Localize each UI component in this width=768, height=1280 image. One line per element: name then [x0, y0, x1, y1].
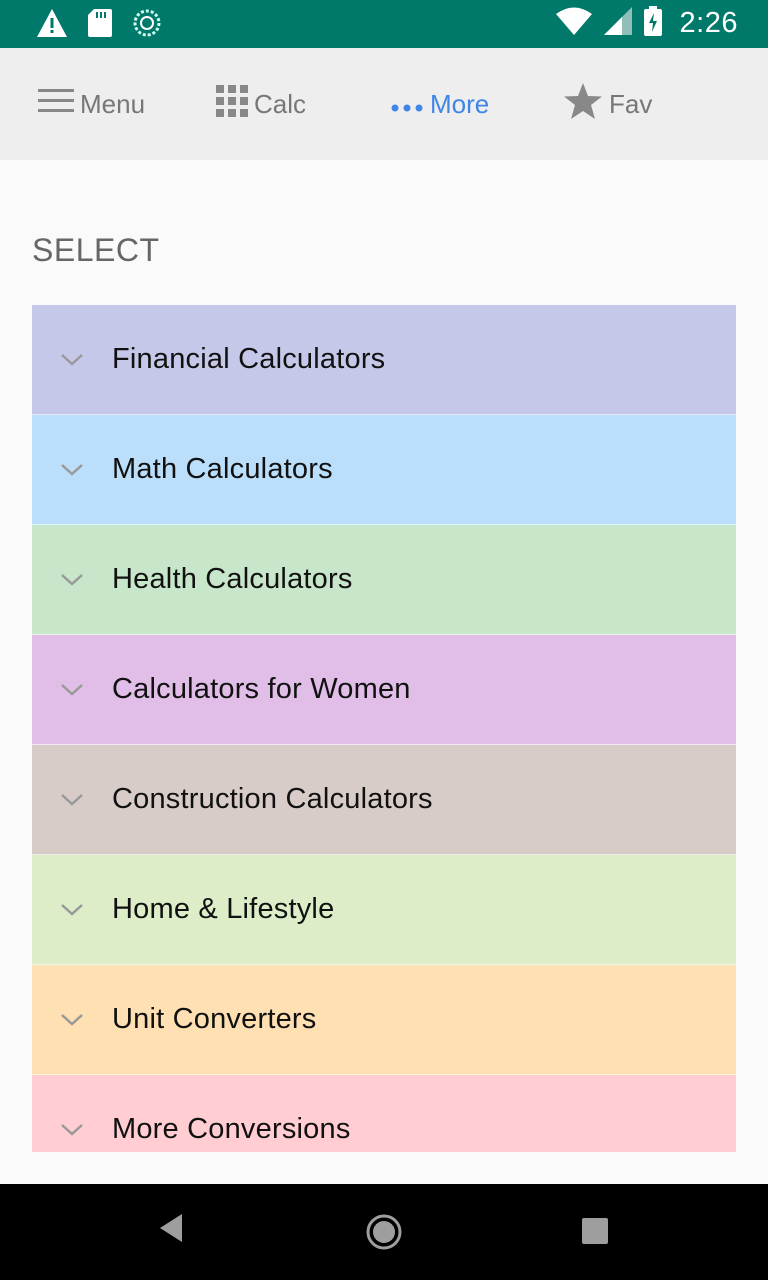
- category-home-lifestyle[interactable]: [32, 855, 736, 965]
- category-health[interactable]: [32, 525, 736, 635]
- chevron-down-icon: [32, 353, 112, 367]
- clock: 2:26: [679, 7, 738, 39]
- section-title: SELECT: [32, 232, 160, 268]
- hamburger-icon: [38, 88, 74, 121]
- status-bar: [0, 0, 768, 48]
- home-icon[interactable]: [366, 1214, 402, 1255]
- category-construction[interactable]: [32, 745, 736, 855]
- category-label: Math Calculators: [112, 453, 333, 485]
- signal-icon: [604, 7, 632, 40]
- chevron-down-icon: [32, 683, 112, 697]
- chevron-down-icon: [32, 1013, 112, 1027]
- warning-icon: [36, 8, 68, 43]
- category-label: More Conversions: [112, 1113, 351, 1145]
- chevron-down-icon: [32, 903, 112, 917]
- sd-card-icon: [88, 8, 112, 43]
- nav-more[interactable]: [390, 86, 489, 122]
- category-list: [32, 305, 736, 1152]
- category-more-conversions[interactable]: [32, 1075, 736, 1152]
- category-women[interactable]: [32, 635, 736, 745]
- nav-menu-label: Menu: [80, 88, 146, 119]
- nav-fav[interactable]: [563, 86, 652, 122]
- main-content: [0, 160, 768, 1184]
- category-label: Unit Converters: [112, 1003, 317, 1035]
- category-math[interactable]: [32, 415, 736, 525]
- dots-icon: [390, 89, 424, 120]
- chevron-down-icon: [32, 463, 112, 477]
- category-label: Calculators for Women: [112, 673, 411, 705]
- nav-fav-label: Fav: [609, 88, 653, 119]
- wifi-icon: [556, 7, 592, 40]
- category-unit-converters[interactable]: [32, 965, 736, 1075]
- category-label: Construction Calculators: [112, 783, 433, 815]
- battery-icon: [644, 6, 662, 41]
- system-nav-bar: [0, 1184, 768, 1280]
- grid-icon: [216, 85, 248, 124]
- nav-calc[interactable]: [216, 86, 306, 122]
- category-financial[interactable]: [32, 305, 736, 415]
- category-label: Health Calculators: [112, 563, 353, 595]
- nav-menu[interactable]: [38, 86, 145, 122]
- category-label: Home & Lifestyle: [112, 893, 335, 925]
- top-nav: [0, 48, 768, 160]
- chevron-down-icon: [32, 1123, 112, 1137]
- category-label: Financial Calculators: [112, 343, 386, 375]
- sync-icon: [132, 8, 162, 43]
- recents-icon[interactable]: [582, 1218, 608, 1249]
- chevron-down-icon: [32, 793, 112, 807]
- chevron-down-icon: [32, 573, 112, 587]
- nav-more-label: More: [430, 88, 490, 119]
- back-icon[interactable]: [158, 1212, 184, 1249]
- nav-calc-label: Calc: [254, 88, 307, 119]
- star-icon: [563, 82, 603, 127]
